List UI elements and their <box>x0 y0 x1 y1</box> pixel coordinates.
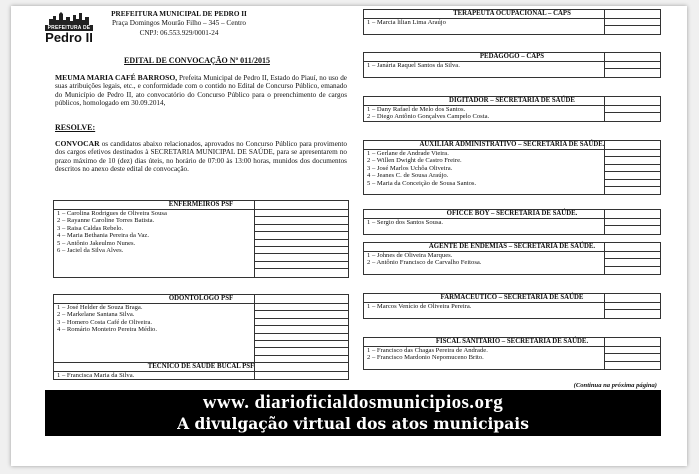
city-skyline-icon <box>47 10 91 26</box>
list-item: 2 – Markelane Santana Silva. <box>57 311 135 319</box>
section-title: PEDAGOGO – CAPS <box>364 53 660 62</box>
grid-cell <box>605 172 660 179</box>
section-box-agente-de-endemias-secretaria-de-saude <box>363 242 661 275</box>
list-item: 4 – Romário Monteiro Pereira Médio. <box>57 326 157 334</box>
section-title: TERAPEUTA OCUPACIONAL – CAPS <box>364 10 660 19</box>
section-grid <box>254 363 348 379</box>
grid-cell <box>605 219 660 226</box>
org-cnpj: CNPJ: 06.553.929/0001-24 <box>139 28 219 37</box>
list-item: 3 – Raisa Caldas Rebelo. <box>57 224 124 232</box>
grid-cell <box>255 232 348 239</box>
grid-cell <box>605 165 660 172</box>
section-title: DIGITADOR – SECRETARIA DE SAÚDE <box>364 97 660 106</box>
section-box-pedagogo-caps <box>363 52 661 78</box>
document-page <box>11 6 687 466</box>
org-info <box>99 10 259 38</box>
grid-cell <box>605 347 660 354</box>
list-item: 5 – Antônio Jakeulmo Nunes. <box>57 239 136 247</box>
grid-cell <box>255 210 348 217</box>
section-box-odontologo-psf <box>53 294 349 372</box>
section-box-auxiliar-administrativo-secretaria-de-saude <box>363 140 661 195</box>
section-box-enfermeiros-psf <box>53 200 349 278</box>
grid-cell <box>605 259 660 266</box>
grid-cell <box>605 150 660 157</box>
grid-cell <box>255 247 348 254</box>
list-item: 1 – Marcia lilian Lima Araújo <box>367 19 446 26</box>
grid-cell <box>605 303 660 310</box>
section-grid <box>604 294 660 318</box>
list-item: 1 – Gerlane de Andrade Vieira. <box>367 150 449 157</box>
list-item: 3 – Homero Costa Café de Oliveira. <box>57 318 153 326</box>
list-item: 1 – Francisco das Chagas Pereira de Andrade. <box>367 347 488 354</box>
list-item: 1 – Marcos Venício de Oliveira Pereira. <box>367 303 472 310</box>
intro-paragraph <box>55 74 347 108</box>
list-item: 1 – Johnes de Oliveira Marques. <box>367 252 453 259</box>
org-name: PREFEITURA MUNICIPAL DE PEDRO II <box>111 10 247 18</box>
section-box-terapeuta-ocupacional-caps <box>363 9 661 35</box>
list-item: 1 – Dany Rafael de Melo dos Santos. <box>367 106 466 113</box>
grid-cell <box>255 304 348 311</box>
section-grid <box>254 201 348 277</box>
list-item: 2 – Willen Dwight de Castro Freire. <box>367 157 462 165</box>
convocar-text: os candidatos abaixo relacionados, aprovados no Concurso Público para provimento dos cargos efetivos destinados à SECRETARIA MUNICIPAL DE SAÚDE, para se apresentarem no prazo máximo de 10 (dez) dias úteis, no horário de 07:00 às 13:00 horas, munidos dos documentos descritos no anexo deste edital de convocação. <box>55 140 347 174</box>
section-title: OFICCE BOY – SECRETARIA DE SAÚDE. <box>364 210 660 219</box>
section-title: AGENTE DE ENDEMIAS – SECRETARIA DE SAÚDE. <box>364 243 660 252</box>
section-grid <box>604 97 660 121</box>
section-title: AUXILIAR ADMINISTRATIVO – SECRETARIA DE SAÚDE. <box>364 141 660 150</box>
list-item: 4 – Maria Bethania Pereira da Vaz. <box>57 232 149 240</box>
list-item: 6 – Jaciel da Silva Alves. <box>57 247 124 255</box>
section-box-tecnico-de-saude-bucal-psf <box>53 362 349 380</box>
grid-cell <box>255 348 348 355</box>
section-box-digitador-secretaria-de-saude <box>363 96 661 122</box>
grid-cell <box>255 262 348 269</box>
grid-cell <box>255 326 348 333</box>
section-box-oficce-boy-secretaria-de-saude <box>363 209 661 235</box>
website-banner <box>45 390 661 436</box>
list-item: 1 – Janária Raquel Santos da Silva. <box>367 62 460 69</box>
document-header <box>45 8 349 50</box>
grid-cell <box>255 319 348 326</box>
list-item: 1 – Sergio dos Santos Sousa. <box>367 219 444 226</box>
list-item: 1 – Francisca Maria da Silva. <box>57 372 135 379</box>
section-grid <box>604 10 660 34</box>
grid-cell <box>605 19 660 26</box>
list-item: 1 – José Helder de Souza Braga. <box>57 304 143 311</box>
list-item: 1 – Carolina Rodrigues de Oliveira Sousa <box>57 210 167 217</box>
section-grid <box>604 243 660 274</box>
grid-cell <box>605 157 660 164</box>
convocar-word: CONVOCAR <box>55 139 100 148</box>
section-grid <box>604 53 660 77</box>
section-title: ODONTOLOGO PSF <box>54 295 348 304</box>
grid-cell <box>255 254 348 261</box>
section-grid <box>604 141 660 194</box>
grid-cell <box>255 334 348 341</box>
list-item: 2 – Diego Antônio Gonçalves Campelo Costa. <box>367 113 490 121</box>
section-title: FARMACEUTICO – SECRETARIA DE SAÚDE <box>364 294 660 303</box>
intro-text: Prefeita Municipal de Pedro II, Estado do Piauí, no uso de suas atribuições legais, etc., e conformidade com o contido no Edital de Concurso Público, emanado do Município de Pedro II, ato convocatório do Concurso Público para o preenchimento de cargos públicos, homologado em 30.09.2014, <box>55 74 347 108</box>
section-grid <box>254 295 348 371</box>
grid-cell <box>605 180 660 187</box>
section-grid <box>604 338 660 369</box>
banner-url: www. diarioficialdosmunicipios.org <box>202 392 504 413</box>
logo-band: PREFEITURA DE <box>45 25 93 31</box>
list-item: 3 – José Marlos Uchôa Oliveira. <box>367 164 453 172</box>
grid-cell <box>255 311 348 318</box>
section-box-fiscal-sanitario-secretaria-de-saude <box>363 337 661 370</box>
municipality-logo <box>45 10 93 46</box>
resolve-heading: RESOLVE: <box>55 123 96 132</box>
section-title: ENFERMEIROS PSF <box>54 201 348 210</box>
list-item: 2 – Rayanne Caroline Torres Batista. <box>57 217 155 225</box>
section-title: FISCAL SANITARIO – SECRETARIA DE SAÚDE. <box>364 338 660 347</box>
section-box-farmaceutico-secretaria-de-saude <box>363 293 661 319</box>
list-item: 5 – Maria da Conceição de Sousa Santos. <box>367 179 477 187</box>
list-item: 4 – Jeanes C. de Sousa Araújo. <box>367 172 449 180</box>
grid-cell <box>255 240 348 247</box>
list-item: 2 – Antônio Francisco de Carvalho Feitosa. <box>367 259 482 267</box>
grid-cell <box>255 225 348 232</box>
grid-cell <box>605 252 660 259</box>
banner-slogan: A divulgação virtual dos atos municipais <box>177 414 529 433</box>
mayor-name: MEUMA MARIA CAFÉ BARROSO, <box>55 73 178 82</box>
edital-title: EDITAL DE CONVOCAÇÃO Nº 011/2015 <box>124 56 270 65</box>
section-grid <box>604 210 660 234</box>
convocar-paragraph <box>55 140 347 174</box>
org-address: Praça Domingos Mourão Filho – 345 – Centro <box>112 19 246 28</box>
grid-cell <box>255 217 348 224</box>
grid-cell <box>605 354 660 361</box>
grid-cell <box>605 62 660 69</box>
list-item: 2 – Francisco Mardonio Nepomuceno Brito. <box>367 354 484 362</box>
continued-note: (Continua na próxima página) <box>573 382 657 389</box>
logo-name: Pedro II <box>45 30 93 45</box>
grid-cell <box>605 106 660 113</box>
grid-cell <box>255 341 348 348</box>
section-title: TECNICO DE SAUDE BUCAL PSF <box>54 363 348 372</box>
